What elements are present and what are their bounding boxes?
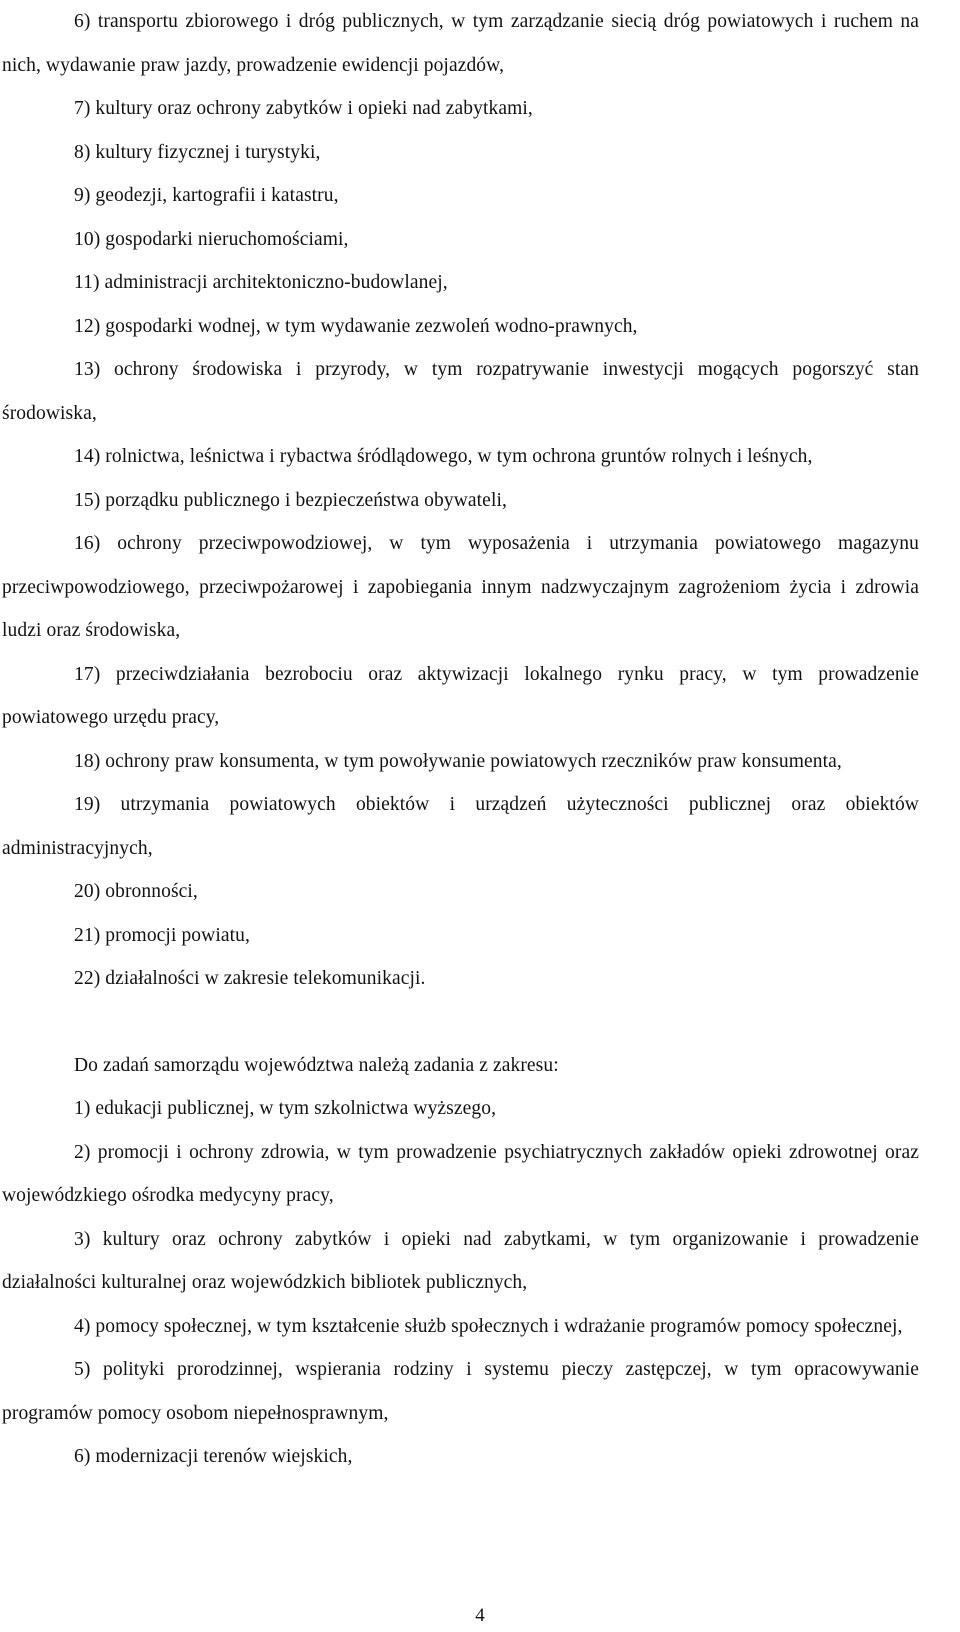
list-item-defense: 20) obronności, (74, 881, 198, 902)
list-item-geodesy: 9) geodezji, kartografii i katastru, (74, 185, 339, 206)
voivodeship-tasks-list (2, 1087, 919, 1479)
county-tasks-list (2, 0, 919, 1001)
page-number: 4 (475, 1605, 485, 1626)
list-item-agriculture: 14) rolnictwa, leśnictwa i rybactwa śródlądowego, w tym ochrona gruntów rolnych i leśnych, (74, 446, 813, 467)
list-item-public-order: 15) porządku publicznego i bezpieczeństwa obywateli, (74, 489, 507, 511)
list-item-physical-culture: 8) kultury fizycznej i turystyki, (74, 141, 321, 163)
list-item-culture-heritage: 7) kultury oraz ochrony zabytków i opieki nad zabytkami, (74, 98, 533, 119)
list-item-transport: 6) transportu zbiorowego i dróg publicznych, w tym zarządzanie siecią dróg powiatowych i ruchem na nich, wydawanie praw jazdy, prowadzenie ewidencji pojazdów, (2, 11, 919, 76)
list-item-health: 2) promocji i ochrony zdrowia, w tym prowadzenie psychiatrycznych zakładów opieki zdrowotnej oraz wojewódzkiego ośrodka medycyny pracy, (2, 1141, 919, 1206)
list-item-public-facilities: 19) utrzymania powiatowych obiektów i urządzeń użyteczności publicznej oraz obiektów administracyjnych, (2, 794, 919, 859)
list-item-rural-modernization: 6) modernizacji terenów wiejskich, (74, 1446, 353, 1467)
list-item-telecommunications: 22) działalności w zakresie telekomunikacji. (74, 968, 426, 989)
list-item-social-welfare: 4) pomocy społecznej, w tym kształcenie służb społecznych i wdrażanie programów pomocy społecznej, (74, 1315, 903, 1337)
list-item-flood-protection: 16) ochrony przeciwpowodziowej, w tym wyposażenia i utrzymania powiatowego magazynu przeciwpowodziowego, przeciwpożarowej i zapobiegania innym nadzwyczajnym zagrożeniom życia i zdrowia ludzi oraz środowiska, (2, 533, 919, 641)
section-intro: Do zadań samorządu województwa należą zadania z zakresu: (74, 1054, 559, 1076)
list-item-culture: 3) kultury oraz ochrony zabytków i opieki nad zabytkami, w tym organizowanie i prowadzenie działalności kulturalnej oraz wojewódzkich bibliotek publicznych, (2, 1228, 919, 1293)
document-body (2, 0, 919, 1479)
list-item-unemployment: 17) przeciwdziałania bezrobociu oraz aktywizacji lokalnego rynku pracy, w tym prowadzenie powiatowego urzędu pracy, (2, 663, 919, 728)
list-item-family-policy: 5) polityki prorodzinnej, wspierania rodziny i systemu pieczy zastępczej, w tym opracowywanie programów pomocy osobom niepełnosprawnym, (2, 1359, 919, 1424)
list-item-water-management: 12) gospodarki wodnej, w tym wydawanie zezwoleń wodno-prawnych, (74, 315, 638, 337)
list-item-architecture: 11) administracji architektoniczno-budowlanej, (74, 272, 448, 293)
list-item-consumer-rights: 18) ochrony praw konsumenta, w tym powoływanie powiatowych rzeczników praw konsumenta, (74, 750, 842, 772)
list-item-promotion: 21) promocji powiatu, (74, 924, 250, 946)
list-item-education: 1) edukacji publicznej, w tym szkolnictwa wyższego, (74, 1098, 497, 1119)
list-item-environment: 13) ochrony środowiska i przyrody, w tym rozpatrywanie inwestycji mogących pogorszyć stan środowiska, (2, 359, 919, 424)
list-item-real-estate: 10) gospodarki nieruchomościami, (74, 228, 349, 250)
